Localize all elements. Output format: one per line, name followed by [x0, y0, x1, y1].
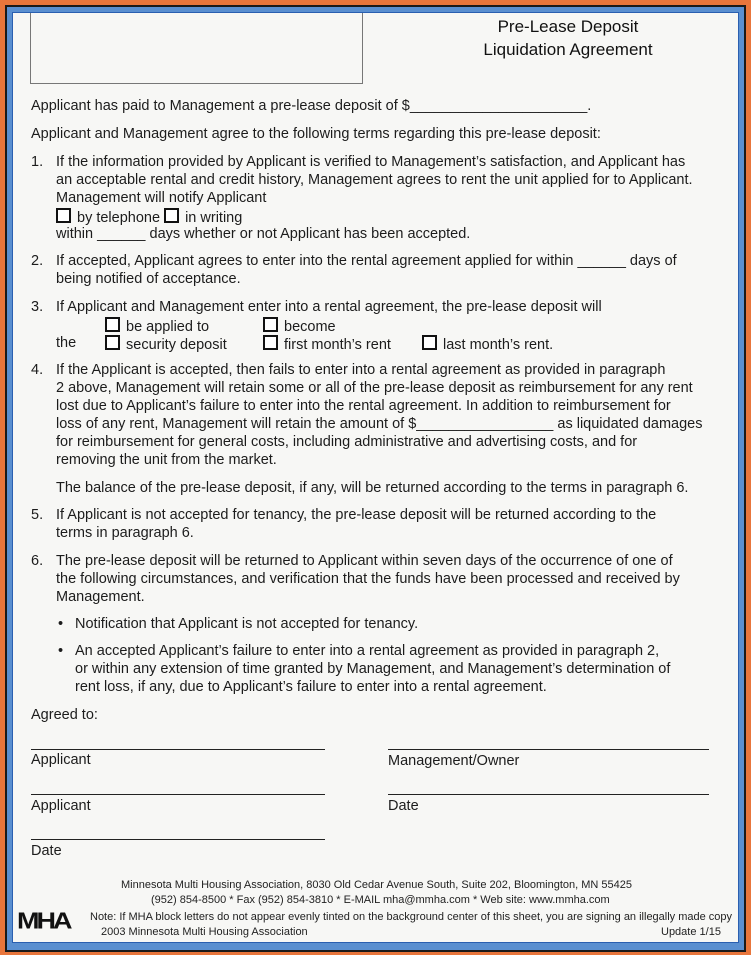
date2-label: Date	[31, 843, 62, 859]
label-become: become	[284, 319, 336, 335]
item2-num: 2.	[31, 253, 44, 269]
item3-text: If Applicant and Management enter into a rental agreement, the pre-lease deposit will	[56, 299, 602, 315]
option-become	[263, 317, 336, 336]
date-line[interactable]	[31, 839, 325, 840]
intro-agree: Applicant and Management agree to the following terms regarding this pre-lease deposit:	[31, 126, 601, 142]
mha-logo: MHA	[17, 908, 70, 934]
item4-text: If the Applicant is accepted, then fails to enter into a rental agreement as provided in paragraph	[56, 362, 666, 378]
option-security	[105, 335, 227, 354]
blank-box	[30, 13, 363, 84]
item2-text: being notified of acceptance.	[56, 271, 241, 287]
item1-num: 1.	[31, 154, 44, 170]
applicant1-signature-line[interactable]	[31, 749, 325, 750]
item5-text: terms in paragraph 6.	[56, 525, 194, 541]
item4-balance: The balance of the pre-lease deposit, if any, will be returned according to the terms in paragraph 6.	[56, 480, 689, 496]
option-applied	[105, 317, 209, 336]
applicant1-label: Applicant	[31, 752, 91, 768]
item4-text: lost due to Applicant’s failure to enter into the rental agreement. In addition to reimbursement for	[56, 398, 671, 414]
label-first-month: first month’s rent	[284, 337, 391, 353]
management-label: Management/Owner	[388, 753, 520, 769]
checkbox-first-month[interactable]	[263, 335, 278, 350]
checkbox-become[interactable]	[263, 317, 278, 332]
item5-text: If Applicant is not accepted for tenancy, the pre-lease deposit will be returned according to the	[56, 507, 657, 523]
checkbox-applied[interactable]	[105, 317, 120, 332]
label-telephone: by telephone	[77, 210, 161, 226]
item5-num: 5.	[31, 507, 44, 523]
item4-text: for reimbursement for general costs, including administrative and advertising costs, and for	[56, 434, 638, 450]
management-signature-line[interactable]	[388, 749, 709, 750]
doc-title-line1: Pre-Lease Deposit	[497, 17, 639, 36]
item6-text: the following circumstances, and verification that the funds have been processed and received by	[56, 571, 680, 587]
checkbox-writing[interactable]	[164, 208, 179, 223]
checkbox-last-month[interactable]	[422, 335, 437, 350]
notify-options	[56, 208, 242, 227]
footer-address: Minnesota Multi Housing Association, 8030 Old Cedar Avenue South, Suite 202, Bloomington, MN 55425	[121, 879, 633, 891]
item4-text: removing the unit from the market.	[56, 452, 277, 468]
item6-text: The pre-lease deposit will be returned to Applicant within seven days of the occurrence of one of	[56, 553, 673, 569]
bullet2-text: rent loss, if any, due to Applicant’s failure to enter into a rental agreement.	[75, 679, 547, 695]
checkbox-telephone[interactable]	[56, 208, 71, 223]
document-page	[12, 12, 739, 943]
management-date-line[interactable]	[388, 794, 709, 795]
item6-text: Management.	[56, 589, 145, 605]
label-security: security deposit	[126, 337, 227, 353]
item3-the: the	[56, 335, 77, 351]
bullet-icon: •	[58, 616, 64, 632]
doc-title-line2: Liquidation Agreement	[483, 40, 653, 59]
footer-contact: (952) 854-8500 * Fax (952) 854-3810 * E-MAIL mha@mmha.com * Web site: www.mmha.com	[151, 894, 610, 906]
item4-text: 2 above, Management will retain some or all of the pre-lease deposit as reimbursement for any rent	[56, 380, 693, 396]
item1-text: an acceptable rental and credit history, Management agrees to rent the unit applied for to Applicant.	[56, 172, 693, 188]
applicant2-signature-line[interactable]	[31, 794, 325, 795]
footer-update: Update 1/15	[661, 926, 721, 938]
item2-text: If accepted, Applicant agrees to enter into the rental agreement applied for within ______ days of	[56, 253, 677, 269]
bullet1-text: Notification that Applicant is not accepted for tenancy.	[75, 616, 419, 632]
bullet2-text: An accepted Applicant’s failure to enter into a rental agreement as provided in paragraph 2,	[75, 643, 660, 659]
label-last-month: last month’s rent.	[443, 337, 554, 353]
bullet2-text: or within any extension of time granted by Management, and Management’s determination of	[75, 661, 671, 677]
item1-text: If the information provided by Applicant is verified to Management’s satisfaction, and Applicant has	[56, 154, 686, 170]
agreed-to-label: Agreed to:	[31, 707, 98, 723]
intro-paid: Applicant has paid to Management a pre-lease deposit of $______________________.	[31, 98, 592, 114]
item4-text: loss of any rent, Management will retain the amount of $_________________ as liquidated damages	[56, 416, 703, 432]
label-applied: be applied to	[126, 319, 210, 335]
footer-note: Note: If MHA block letters do not appear evenly tinted on the background center of this sheet, you are signing an illegally made copy	[90, 911, 733, 923]
option-last	[422, 335, 553, 354]
checkbox-security[interactable]	[105, 335, 120, 350]
item3-num: 3.	[31, 299, 44, 315]
option-first	[263, 335, 391, 354]
item1-text: within ______ days whether or not Applicant has been accepted.	[56, 226, 471, 242]
date1-label: Date	[388, 798, 419, 814]
item6-num: 6.	[31, 553, 44, 569]
item1-text: Management will notify Applicant	[56, 190, 267, 206]
bullet-icon: •	[58, 643, 64, 659]
label-writing: in writing	[185, 210, 243, 226]
item4-num: 4.	[31, 362, 44, 378]
footer-copyright: 2003 Minnesota Multi Housing Association	[101, 926, 308, 938]
applicant2-label: Applicant	[31, 798, 91, 814]
